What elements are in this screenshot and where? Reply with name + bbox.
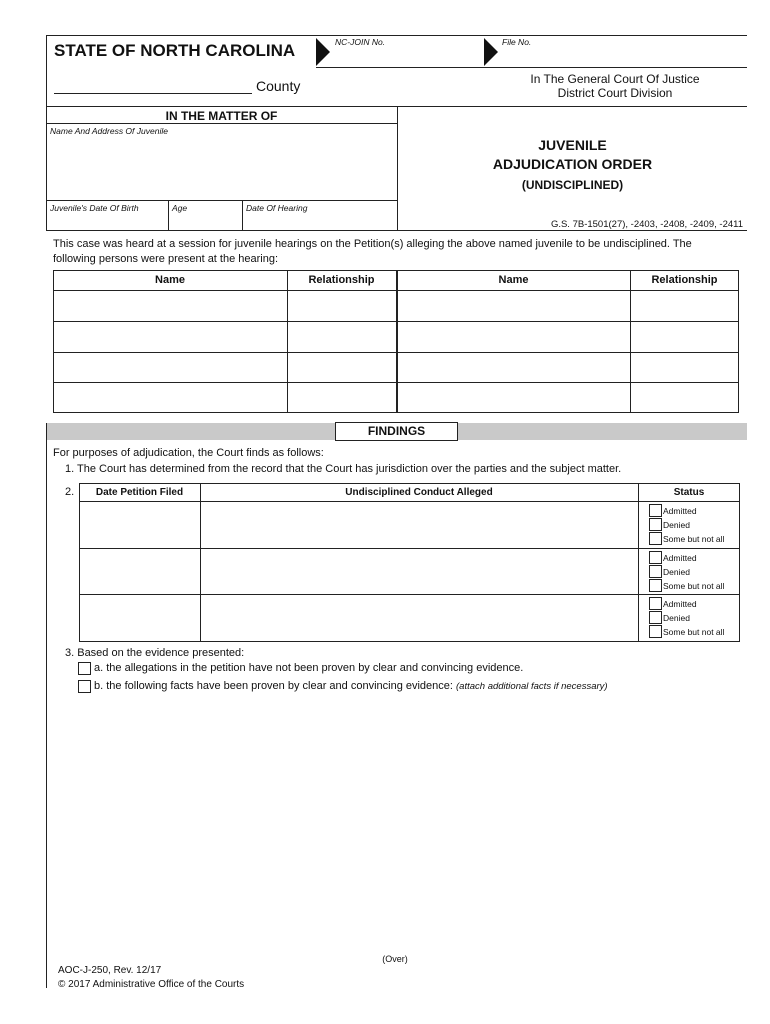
denied-checkbox[interactable] [649,518,662,531]
over-label: (Over) [382,954,408,964]
admitted-label: Admitted [663,506,697,516]
nc-join-label: NC-JOIN No. [335,37,386,47]
conduct-alleged-field[interactable] [202,503,636,546]
name-address-label: Name And Address Of Juvenile [50,126,168,136]
date-petition-field[interactable] [81,596,198,640]
person-relationship-field[interactable] [632,354,737,381]
court-line-2: District Court Division [557,86,673,100]
denied-label: Denied [663,613,690,623]
state-title: STATE OF NORTH CAROLINA [54,41,296,60]
person-name-field[interactable] [55,354,285,381]
admitted-checkbox[interactable] [649,504,662,517]
some-but-not-all-label: Some but not all [663,581,725,591]
person-relationship-field[interactable] [289,323,394,351]
findings-heading: FINDINGS [335,422,458,441]
date-petition-field[interactable] [81,550,198,592]
proven-facts-field[interactable] [94,698,734,938]
dob-field[interactable] [48,214,166,229]
conduct-header-date: Date Petition Filed [95,487,184,498]
county-field[interactable] [54,93,252,94]
person-relationship-field[interactable] [289,384,394,411]
conduct-header-status: Status [673,487,705,498]
admitted-checkbox[interactable] [649,551,662,564]
denied-checkbox[interactable] [649,565,662,578]
some-but-not-all-checkbox[interactable] [649,579,662,592]
persons-header-relationship-1: Relationship [308,274,375,286]
person-name-field[interactable] [399,354,628,381]
matter-heading: IN THE MATTER OF [165,109,278,123]
intro-line-1: This case was heard at a session for juvenile hearings on the Petition(s) alleging the above named juvenile to be undisciplined. The [53,238,692,250]
hearing-date-label: Date Of Hearing [246,203,308,213]
persons-header-relationship-2: Relationship [651,274,718,286]
hearing-date-field[interactable] [244,214,394,229]
admitted-label: Admitted [663,553,697,563]
statute-reference: G.S. 7B-1501(27), -2403, -2408, -2409, -2411 [550,219,743,230]
finding-3b-note: (attach additional facts if necessary) [456,681,608,692]
conduct-alleged-field[interactable] [202,550,636,592]
denied-label: Denied [663,520,690,530]
persons-header-name-2: Name [498,274,529,286]
person-name-field[interactable] [55,384,285,411]
form-title-3: (UNDISCIPLINED) [521,178,624,192]
findings-bar-left [46,423,335,440]
findings-intro: For purposes of adjudication, the Court finds as follows: [53,447,324,459]
age-label: Age [172,203,188,213]
admitted-checkbox[interactable] [649,597,662,610]
name-address-field[interactable] [48,138,394,198]
some-but-not-all-label: Some but not all [663,627,725,637]
file-no-field[interactable] [498,48,738,66]
person-relationship-field[interactable] [289,354,394,381]
person-relationship-field[interactable] [289,292,394,320]
person-name-field[interactable] [399,384,628,411]
denied-checkbox[interactable] [649,611,662,624]
conduct-alleged-field[interactable] [202,596,636,640]
person-name-field[interactable] [55,323,285,351]
findings-bar-right [458,423,747,440]
copyright: © 2017 Administrative Office of the Courts [58,979,245,990]
person-relationship-field[interactable] [632,323,737,351]
file-no-arrow-icon [484,38,498,66]
form-title-2: ADJUDICATION ORDER [492,156,653,172]
person-name-field[interactable] [399,323,628,351]
proven-checkbox[interactable] [78,680,91,693]
finding-3: 3. Based on the evidence presented: [65,647,245,659]
person-relationship-field[interactable] [632,292,737,320]
age-field[interactable] [170,214,240,229]
some-but-not-all-label: Some but not all [663,534,725,544]
file-no-label: File No. [502,37,532,47]
conduct-header-alleged: Undisciplined Conduct Alleged [345,487,493,498]
person-name-field[interactable] [55,292,285,320]
finding-2-number: 2. [65,486,75,498]
not-proven-checkbox[interactable] [78,662,91,675]
form-id: AOC-J-250, Rev. 12/17 [58,965,162,976]
nc-join-field[interactable] [330,48,480,66]
some-but-not-all-checkbox[interactable] [649,625,662,638]
finding-3a: a. the allegations in the petition have not been proven by clear and convincing evidence. [94,662,524,674]
county-label: County [256,78,301,94]
nc-join-arrow-icon [316,38,330,66]
persons-header-name-1: Name [155,274,185,286]
some-but-not-all-checkbox[interactable] [649,532,662,545]
intro-line-2: following persons were present at the hearing: [53,253,279,265]
person-relationship-field[interactable] [632,384,737,411]
finding-3b-text: b. the following facts have been proven by clear and convincing evidence: [94,680,453,692]
person-name-field[interactable] [399,292,628,320]
form-title-1: JUVENILE [538,137,607,153]
admitted-label: Admitted [663,599,697,609]
date-petition-field[interactable] [81,503,198,546]
finding-1: 1. The Court has determined from the record that the Court has jurisdiction over the parties and the subject matter. [65,463,622,475]
denied-label: Denied [663,567,690,577]
court-line-1: In The General Court Of Justice [530,72,700,86]
dob-label: Juvenile's Date Of Birth [50,203,139,213]
finding-3b [94,680,608,692]
